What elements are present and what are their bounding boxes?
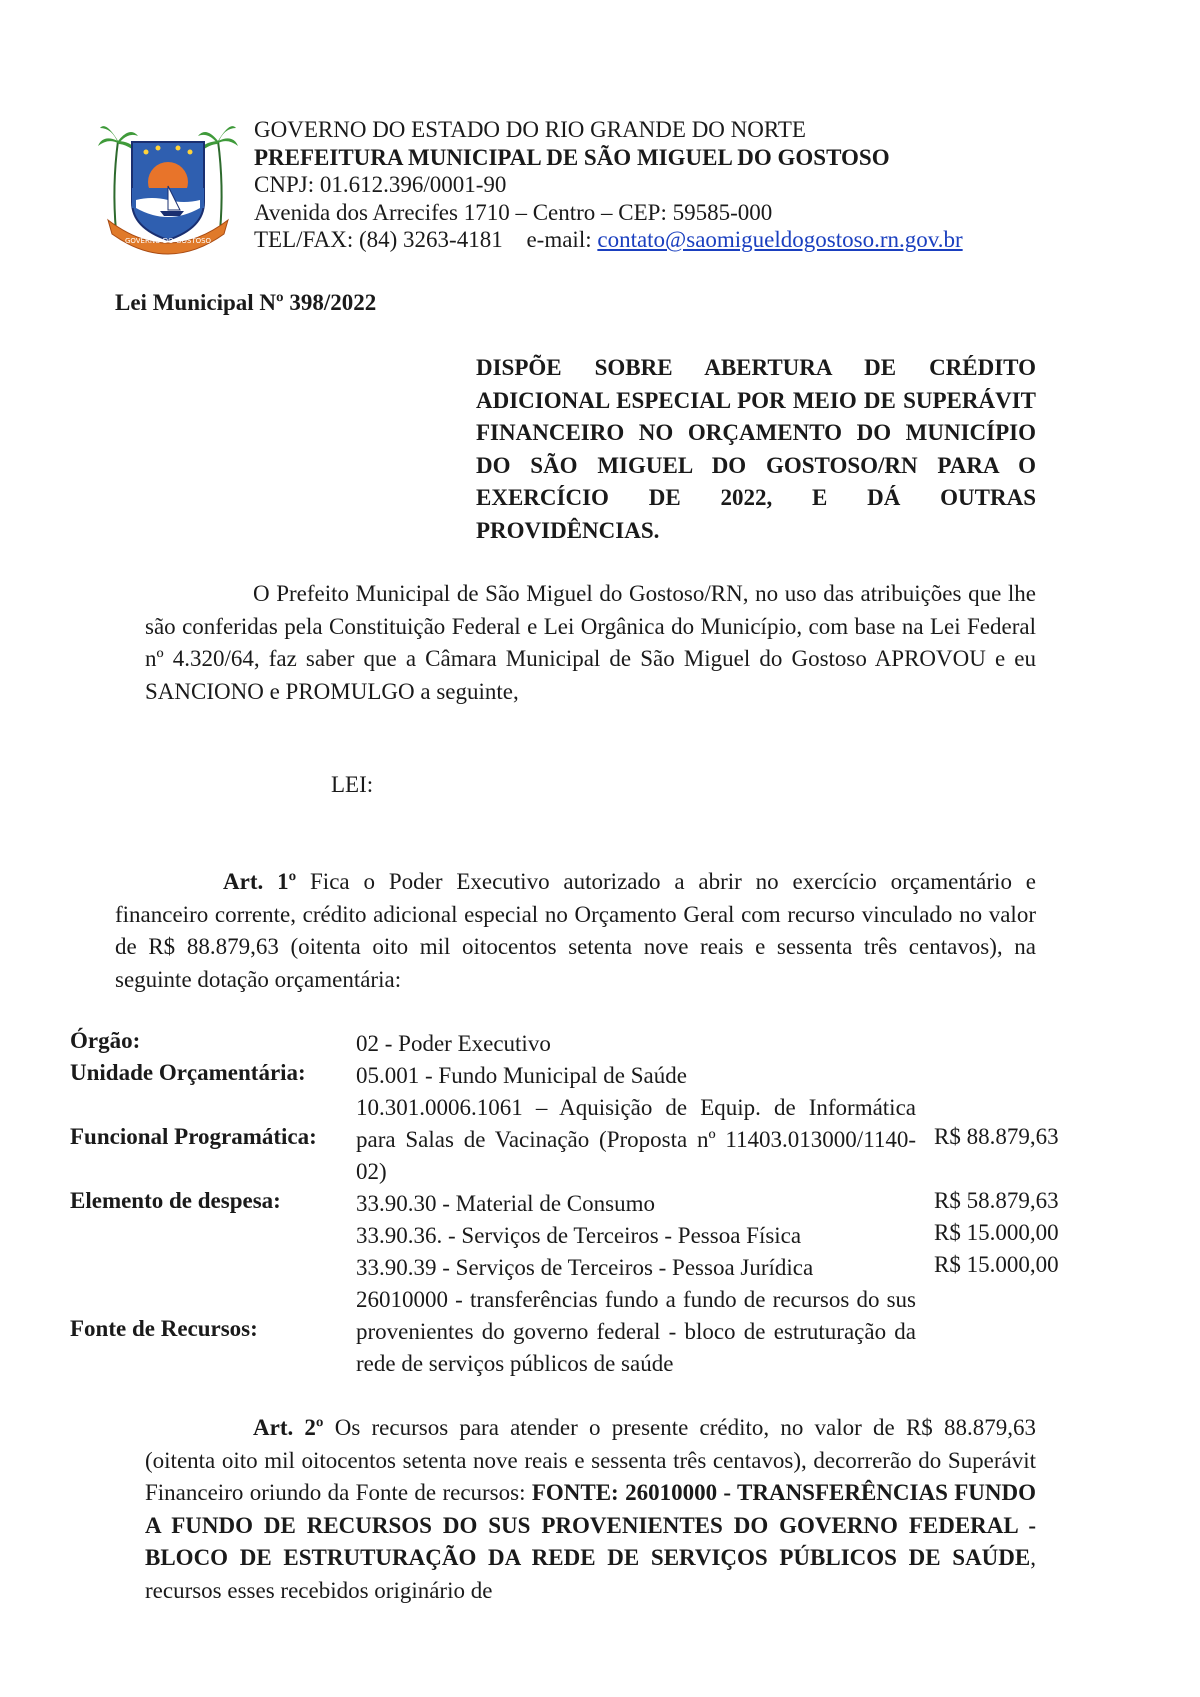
lei-heading: LEI: xyxy=(331,772,374,797)
address-line: Avenida dos Arrecifes 1710 – Centro – CEP: 59585-000 xyxy=(254,199,773,225)
unidade-value: 05.001 - Fundo Municipal de Saúde xyxy=(356,1063,687,1088)
municipal-crest-logo xyxy=(98,116,238,258)
article-2-fonte: FONTE: 26010000 - TRANSFERÊNCIAS FUNDO A FUNDO DE RECURSOS DO SUS PROVENIENTES DO GOVERNO FEDERAL - BLOCO DE ESTRUTURAÇÃO DA REDE DE SERVIÇOS PÚBLICOS DE SAÚDE xyxy=(145,1480,1036,1570)
cnpj-line: CNPJ: 01.612.396/0001-90 xyxy=(254,172,507,197)
ementa: DISPÕE SOBRE ABERTURA DE CRÉDITO ADICIONAL ESPECIAL POR MEIO DE SUPERÁVIT FINANCEIRO NO ORÇAMENTO DO MUNICÍPIO DO SÃO MIGUEL DO GOSTOSO/RN PARA O EXERCÍCIO DE 2022, E DÁ OUTRAS PROVIDÊNCIAS. xyxy=(476,355,1036,543)
prefeitura-line: PREFEITURA MUNICIPAL DE SÃO MIGUEL DO GOSTOSO xyxy=(254,144,890,170)
contact-line xyxy=(254,226,963,254)
elemento-2-amount: R$ 15.000,00 xyxy=(934,1220,1059,1245)
elemento-label: Elemento de despesa: xyxy=(70,1188,281,1213)
elemento-1-desc: 33.90.30 - Material de Consumo xyxy=(356,1191,655,1216)
fonte-label: Fonte de Recursos: xyxy=(70,1316,258,1341)
law-title: Lei Municipal Nº 398/2022 xyxy=(115,290,377,315)
elemento-2-desc: 33.90.36. - Serviços de Terceiros - Pessoa Física xyxy=(356,1223,802,1248)
article-2-text: Os recursos para atender o presente crédito, no valor de R$ 88.879,63 (oitenta oito mil oitocentos setenta nove reais e sessenta três centavos), decorrerão do Superávit Financeiro oriundo da Fonte de recursos: xyxy=(145,1415,1036,1505)
elemento-3-desc: 33.90.39 - Serviços de Terceiros - Pessoa Jurídica xyxy=(356,1255,814,1280)
orgao-value: 02 - Poder Executivo xyxy=(356,1031,551,1056)
state-government-line: GOVERNO DO ESTADO DO RIO GRANDE DO NORTE xyxy=(254,117,806,142)
orgao-label: Órgão: xyxy=(70,1028,141,1053)
article-1 xyxy=(115,866,1036,996)
letterhead xyxy=(254,116,963,254)
article-1-label: Art. 1º xyxy=(223,869,297,894)
funcional-value: 10.301.0006.1061 – Aquisição de Equip. de Informática para Salas de Vacinação (Proposta nº 11403.013000/1140-02) xyxy=(356,1095,916,1184)
phone-text: TEL/FAX: (84) 3263-4181 xyxy=(254,227,503,252)
article-2 xyxy=(145,1412,1036,1607)
elemento-1-amount: R$ 58.879,63 xyxy=(934,1188,1059,1213)
article-2-text-end: , recursos esses recebidos originário de xyxy=(145,1545,1036,1603)
crest-ribbon-text: GOVERNO DO GOSTOSO xyxy=(124,237,212,245)
article-1-text: Fica o Poder Executivo autorizado a abrir no exercício orçamentário e financeiro corrente, crédito adicional especial no Orçamento Geral com recurso vinculado no valor de R$ 88.879,63 (oitenta oito mil oitocentos setenta nove reais e sessenta três centavos), na seguinte dotação orçamentária: xyxy=(115,869,1036,992)
fonte-value: 26010000 - transferências fundo a fundo de recursos do sus provenientes do governo federal - bloco de estruturação da rede de serviços públicos de saúde xyxy=(356,1287,916,1376)
funcional-amount: R$ 88.879,63 xyxy=(934,1124,1059,1149)
funcional-label: Funcional Programática: xyxy=(70,1124,317,1149)
unidade-label: Unidade Orçamentária: xyxy=(70,1060,306,1085)
intro-paragraph: O Prefeito Municipal de São Miguel do Gostoso/RN, no uso das atribuições que lhe são conferidas pela Constituição Federal e Lei Orgânica do Município, com base na Lei Federal nº 4.320/64, faz saber que a Câmara Municipal de São Miguel do Gostoso APROVOU e eu SANCIONO e PROMULGO a seguinte, xyxy=(145,581,1036,704)
article-2-label: Art. 2º xyxy=(253,1415,324,1440)
email-label: e-mail: xyxy=(526,227,592,252)
elemento-3-amount: R$ 15.000,00 xyxy=(934,1252,1059,1277)
email-link[interactable]: contato@saomigueldogostoso.rn.gov.br xyxy=(597,227,963,252)
